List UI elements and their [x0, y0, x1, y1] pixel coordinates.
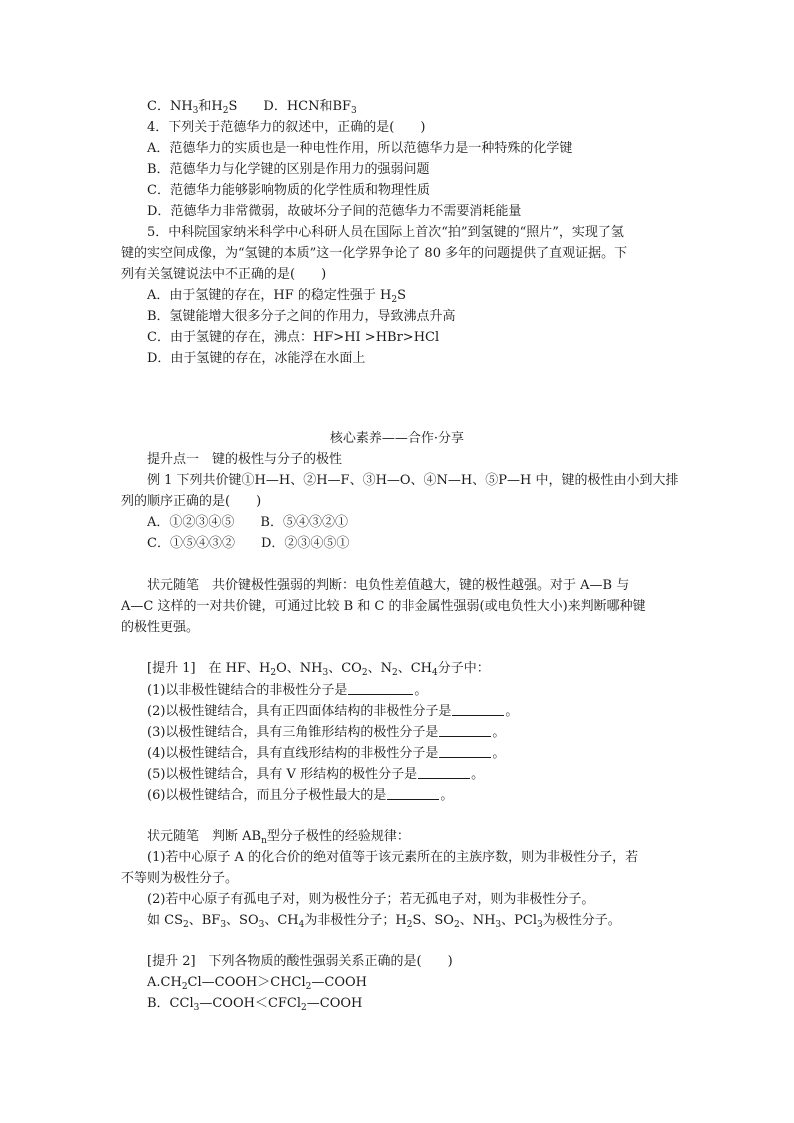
tisheng1-q3: (3)以极性键结合，具有三角锥形结构的极性分子是 。: [147, 725, 506, 740]
answer-blank[interactable]: [439, 745, 491, 758]
example1-options-ab: A．①②③④⑤ B．⑤④③②①: [147, 515, 348, 530]
tisheng2-option-a: $A.CH_2Cl—COOH>CHCl_2—COOH$: [147, 975, 367, 992]
tisheng1-q5: (5)以极性键结合，具有 V 形结构的极性分子是 。: [147, 767, 485, 782]
tisheng2-option-b: B．CCl$_3$—COOH＜CFCl$_2$—COOH: [147, 996, 363, 1013]
tisheng2-stem: [提升 2] 下列各物质的酸性强弱关系正确的是( ): [147, 954, 453, 969]
q5-stem-line1: 5．中科院国家纳米科学中心科研人员在国际上首次“拍”到氢键的“照片”，实现了氢: [147, 225, 624, 240]
answer-blank[interactable]: [418, 766, 470, 779]
answer-blank[interactable]: [348, 682, 413, 695]
point1-title: 提升点一 键的极性与分子的极性: [147, 452, 343, 467]
example1-stem-line2: 列的顺序正确的是( ): [121, 494, 262, 509]
q5-stem-line2: 键的实空间成像，为“氢键的本质”这一化学界争论了 80 多年的问题提供了直观证据。下: [121, 246, 628, 261]
q5-option-b: B．氢键能增大很多分子之间的作用力，导致沸点升高: [147, 309, 456, 324]
note2-examples: 如 $CS_2$、$BF_3$、$SO_3$、$CH_4$为非极性分子；$H_2S$、$SO_2$、$NH_3$、PCl$_3$为极性分子。: [147, 913, 621, 930]
note1-line3: 的极性更强。: [121, 620, 200, 635]
q3-options-cd: C．$NH_3$和$H_2S$ D．HCN和$BF_3$: [147, 99, 357, 116]
note1-line1: 状元随笔 共价键极性强弱的判断：电负性差值越大，键的极性越强。对于 A—B 与: [147, 578, 630, 593]
note2-title: 状元随笔 判断 $AB_n$型分子极性的经验规律：: [147, 829, 410, 846]
example1-options-cd: C．①⑤④③② D．②③④⑤①: [147, 536, 350, 551]
q5-option-a: A．由于氢键的存在，HF 的稳定性强于 $H_2S$: [147, 288, 406, 305]
q4-option-d: D．范德华力非常微弱，故破坏分子间的范德华力不需要消耗能量: [147, 204, 522, 219]
answer-blank[interactable]: [439, 724, 491, 737]
example1-stem-line1: 例 1 下列共价键①H—H、②H—F、③H—O、④N—H、⑤P—H 中，键的极性由小到大排: [147, 473, 679, 488]
q4-option-b: B．范德华力与化学键的区别是作用力的强弱问题: [147, 162, 430, 177]
q4-option-a: A．范德华力的实质也是一种电性作用，所以范德华力是一种特殊的化学键: [147, 141, 573, 156]
tisheng1-q4: (4)以极性键结合，具有直线形结构的非极性分子是 。: [147, 746, 506, 761]
section-title: 核心素养——合作·分享: [329, 431, 465, 446]
q5-option-d: D．由于氢键的存在，冰能浮在水面上: [147, 351, 366, 366]
note2-rule2: (2)若中心原子有孤电子对，则为极性分子；若无孤电子对，则为非极性分子。: [147, 892, 595, 907]
answer-blank[interactable]: [452, 703, 504, 716]
q4-stem: 4．下列关于范德华力的叙述中，正确的是( ): [147, 120, 426, 135]
q4-option-c: C．范德华力能够影响物质的化学性质和物理性质: [147, 183, 430, 198]
q5-stem-line3: 列有关氢键说法中不正确的是( ): [121, 267, 327, 282]
tisheng1-q1: (1)以非极性键结合的非极性分子是 。: [147, 683, 428, 698]
note1-line2: A—C 这样的一对共价键，可通过比较 B 和 C 的非金属性强弱(或电负性大小)来判断哪种键: [121, 599, 646, 614]
q5-option-c: C．由于氢键的存在，沸点：HF>HI >HBr>HCl: [147, 330, 440, 345]
note2-rule1-line1: (1)若中心原子 A 的化合价的绝对值等于该元素所在的主族序数，则为非极性分子，若: [147, 850, 639, 865]
tisheng1-q6: (6)以极性键结合，而且分子极性最大的是 。: [147, 788, 454, 803]
note2-rule1-line2: 不等则为极性分子。: [121, 871, 239, 886]
tisheng1-q2: (2)以极性键结合，具有正四面体结构的非极性分子是 。: [147, 704, 519, 719]
tisheng1-stem: [提升 1] 在 HF、$H_2O$、$NH_3$、$CO_2$、$N_2$、$CH_4$分子中：: [147, 661, 490, 678]
answer-blank[interactable]: [387, 787, 439, 800]
